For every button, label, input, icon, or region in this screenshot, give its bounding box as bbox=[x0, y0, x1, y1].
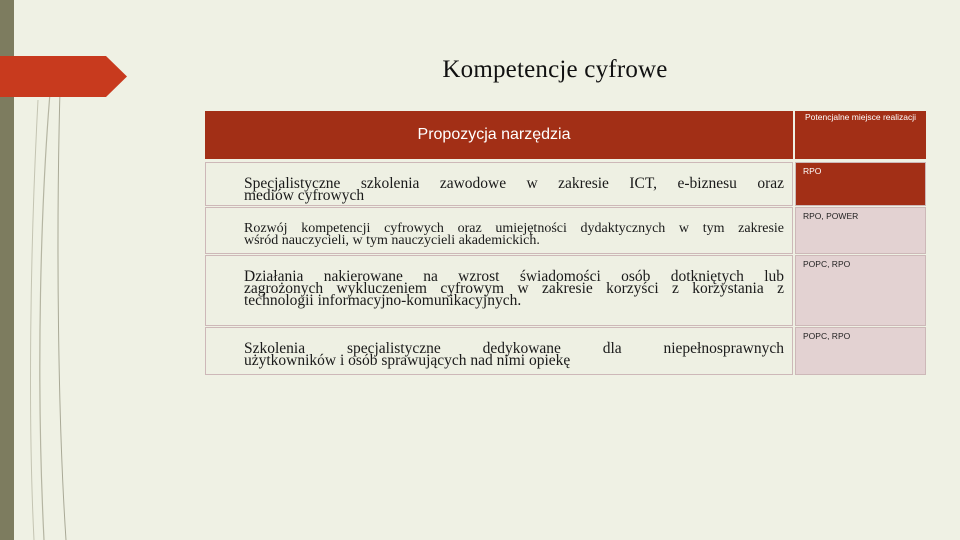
row-tool-cell bbox=[205, 327, 793, 375]
row-tool-cell bbox=[205, 255, 793, 326]
row-place-cell: RPO, POWER bbox=[795, 207, 926, 254]
row-text-line: Rozwój kompetencji cyfrowych oraz umiejętności dydaktycznych w tym zakresie bbox=[244, 221, 784, 236]
row-place-cell: POPC, RPO bbox=[795, 255, 926, 326]
row-text-line: Specjalistyczne szkolenia zawodowe w zakresie ICT, e-biznesu oraz bbox=[244, 175, 784, 192]
arrow-tab-decor bbox=[0, 56, 127, 97]
row-text-line: mediów cyfrowych bbox=[244, 187, 365, 204]
table-row bbox=[205, 255, 851, 326]
row-text-line: wśród nauczycieli, w tym nauczycieli akademickich. bbox=[244, 233, 540, 248]
row-text-line: technologii informacyjno-komunikacyjnych. bbox=[244, 292, 522, 309]
row-text-line: zagrożonych wykluczeniem cyfrowym w zakresie korzyści z korzystania z bbox=[244, 280, 784, 297]
row-text-line: Szkolenia specjalistyczne dedykowane dla niepełnosprawnych bbox=[244, 340, 784, 357]
table-row bbox=[205, 327, 851, 375]
row-text-line: użytkowników i osób sprawujących nad nimi opiekę bbox=[244, 352, 571, 369]
row-place-cell: POPC, RPO bbox=[795, 327, 926, 375]
slide-title: Kompetencje cyfrowe bbox=[442, 56, 668, 83]
table-row bbox=[205, 207, 859, 254]
row-tool-cell bbox=[205, 207, 793, 254]
header-tool-proposal: Propozycja narzędzia bbox=[205, 111, 793, 159]
row-tool-cell bbox=[205, 162, 793, 206]
header-implementation-place: Potencjalne miejsce realizacji bbox=[795, 111, 926, 159]
row-text-line: Działania nakierowane na wzrost świadomości osób dotkniętych lub bbox=[244, 268, 784, 285]
row-place-cell: RPO bbox=[795, 162, 926, 206]
table-row bbox=[205, 162, 822, 206]
